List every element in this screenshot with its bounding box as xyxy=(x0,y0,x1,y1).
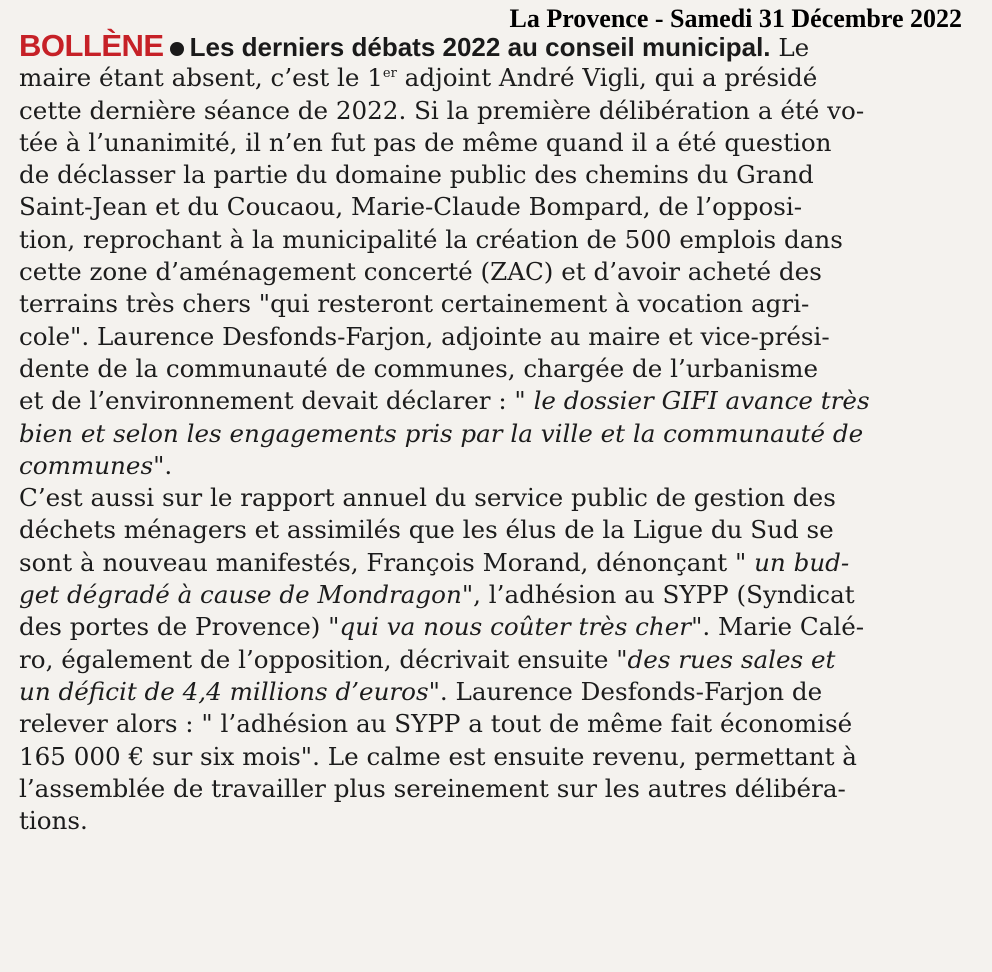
body-text: ". xyxy=(153,450,173,480)
article-line xyxy=(19,482,981,514)
body-text: cette dernière séance de 2022. Si la première délibération a été vo- xyxy=(19,95,865,125)
body-text: ro, également de l’opposition, décrivait ensuite " xyxy=(19,644,628,674)
body-text: sont à nouveau manifestés, François Morand, dénonçant " xyxy=(19,547,755,577)
article-line xyxy=(19,224,981,256)
body-text: cole". Laurence Desfonds-Farjon, adjointe au maire et vice-prési- xyxy=(19,321,830,351)
body-text: tions. xyxy=(19,806,88,836)
article-line xyxy=(19,547,981,579)
body-text: terrains très chers "qui resteront certainement à vocation agri- xyxy=(19,289,810,319)
quoted-italic-text: un bud- xyxy=(754,547,850,577)
article-line xyxy=(19,95,981,127)
body-text: relever alors : " l’adhésion au SYPP a tout de même fait économisé xyxy=(19,709,853,739)
superscript-text: er xyxy=(382,66,397,82)
article-line xyxy=(19,288,981,320)
article-line xyxy=(19,708,981,740)
bullet-icon xyxy=(170,42,184,56)
body-text: de déclasser la partie du domaine public des chemins du Grand xyxy=(19,160,814,190)
article-line xyxy=(19,321,981,353)
body-text: et de l’environnement devait déclarer : " xyxy=(19,386,534,416)
article-line xyxy=(19,353,981,385)
quoted-italic-text: des rues sales et xyxy=(627,644,836,674)
body-text: ". Laurence Desfonds-Farjon de xyxy=(428,676,823,706)
body-text: ", l’adhésion au SYPP (Syndicat xyxy=(461,580,855,610)
body-text: ". Marie Calé- xyxy=(691,612,865,642)
body-text: maire étant absent, c’est le 1 xyxy=(19,63,383,93)
body-text: Le xyxy=(770,33,810,62)
quoted-italic-text: qui va nous coûter très cher xyxy=(339,612,692,642)
article-line xyxy=(19,418,981,450)
article-line xyxy=(19,773,981,805)
article-line xyxy=(19,62,981,94)
body-text: Saint-Jean et du Coucaou, Marie-Claude Bompard, de l’opposi- xyxy=(19,192,803,222)
quoted-italic-text: communes xyxy=(19,450,154,480)
article-line xyxy=(19,611,981,643)
body-text: des portes de Provence) " xyxy=(19,612,340,642)
article-line xyxy=(19,256,981,288)
body-text: cette zone d’aménagement concerté (ZAC) et d’avoir acheté des xyxy=(19,257,822,287)
quoted-italic-text: bien et selon les engagements pris par la ville et la communauté de xyxy=(19,418,864,448)
article-line xyxy=(19,644,981,676)
article-line xyxy=(19,514,981,546)
article-line xyxy=(19,450,981,482)
article-line xyxy=(19,805,981,837)
article-line xyxy=(19,159,981,191)
body-text: tion, reprochant à la municipalité la création de 500 emplois dans xyxy=(19,224,843,254)
article-line xyxy=(19,579,981,611)
article-line xyxy=(19,191,981,223)
quoted-italic-text: un déficit de 4,4 millions d’euros xyxy=(19,676,429,706)
body-text: l’assemblée de travailler plus sereinement sur les autres délibéra- xyxy=(19,773,846,803)
quoted-italic-text: le dossier GIFI avance très xyxy=(533,386,870,416)
source-header: La Provence - Samedi 31 Décembre 2022 xyxy=(509,4,962,33)
body-text: tée à l’unanimité, il n’en fut pas de même quand il a été question xyxy=(19,127,832,157)
article-line xyxy=(19,385,981,417)
quoted-italic-text: get dégradé à cause de Mondragon xyxy=(19,580,462,610)
body-text: C’est aussi sur le rapport annuel du service public de gestion des xyxy=(19,483,836,513)
body-text: adjoint André Vigli, qui a présidé xyxy=(396,63,818,93)
body-text: 165 000 € sur six mois". Le calme est ensuite revenu, permettant à xyxy=(19,741,857,771)
article-lead-line xyxy=(19,30,981,62)
city-label: BOLLÈNE xyxy=(19,28,164,63)
article-title: Les derniers débats 2022 au conseil municipal. xyxy=(189,32,771,62)
article-line xyxy=(19,741,981,773)
body-text: dente de la communauté de communes, chargée de l’urbanisme xyxy=(19,353,819,383)
body-text: déchets ménagers et assimilés que les élus de la Ligue du Sud se xyxy=(19,515,834,545)
article-line xyxy=(19,676,981,708)
article-line xyxy=(19,127,981,159)
article-body xyxy=(19,30,981,837)
